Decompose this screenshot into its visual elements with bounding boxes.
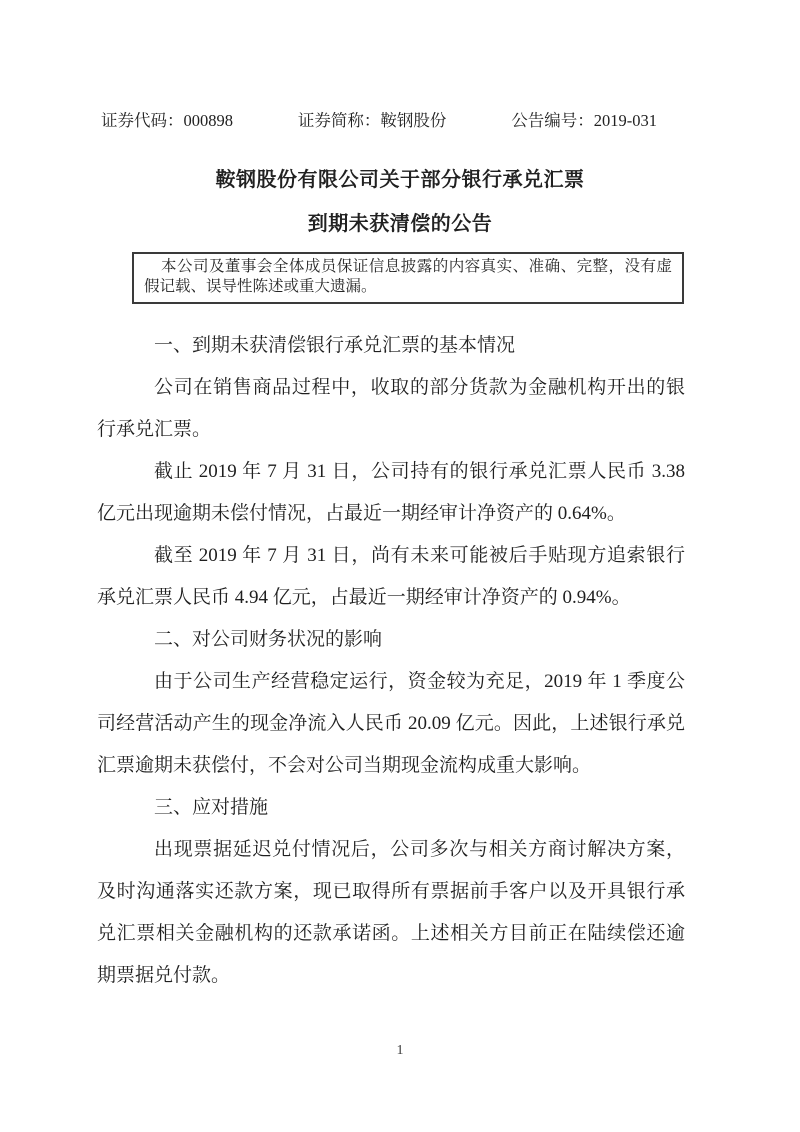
- doc-title: [0, 158, 800, 246]
- doc-title-line1: 鞍钢股份有限公司关于部分银行承兑汇票: [215, 169, 585, 191]
- page-number: 1: [396, 1043, 404, 1058]
- section-1-paragraph: 截止 2019 年 7 月 31 日，公司持有的银行承兑汇票人民币 3.38 亿元出现逾期未偿付情况，占最近一期经审计净资产的 0.64%。: [97, 461, 685, 524]
- doc-header: [101, 110, 657, 132]
- section-1-paragraph: 公司在销售商品过程中，收取的部分货款为金融机构开出的银行承兑汇票。: [97, 377, 685, 440]
- stock-abbr: 证券简称：鞍钢股份: [297, 111, 447, 130]
- stock-code: 证券代码：000898: [101, 111, 233, 130]
- section-2-heading: 二、对公司财务状况的影响: [154, 629, 383, 650]
- section-2-paragraph: 由于公司生产经营稳定运行，资金较为充足，2019 年 1 季度公司经营活动产生的现金净流入人民币 20.09 亿元。因此，上述银行承兑汇票逾期未获偿付，不会对公司当期现金流构成重大影响。: [97, 671, 685, 776]
- disclaimer-text: 本公司及董事会全体成员保证信息披露的内容真实、准确、完整，没有虚假记载、误导性陈述或重大遗漏。: [144, 258, 672, 295]
- disclaimer-box: [132, 252, 684, 304]
- announcement-number: 公告编号：2019-031: [511, 111, 657, 130]
- doc-title-line2: 到期未获清偿的公告: [307, 213, 493, 235]
- doc-body: [97, 325, 685, 997]
- section-3-paragraph: 出现票据延迟兑付情况后，公司多次与相关方商讨解决方案，及时沟通落实还款方案，现已取得所有票据前手客户以及开具银行承兑汇票相关金融机构的还款承诺函。上述相关方目前正在陆续偿还逾期票据兑付款。: [97, 839, 685, 986]
- section-3-heading: 三、应对措施: [154, 797, 269, 818]
- section-1-paragraph: 截至 2019 年 7 月 31 日，尚有未来可能被后手贴现方追索银行承兑汇票人民币 4.94 亿元，占最近一期经审计净资产的 0.94%。: [97, 545, 685, 608]
- section-1-heading: 一、到期未获清偿银行承兑汇票的基本情况: [154, 335, 516, 356]
